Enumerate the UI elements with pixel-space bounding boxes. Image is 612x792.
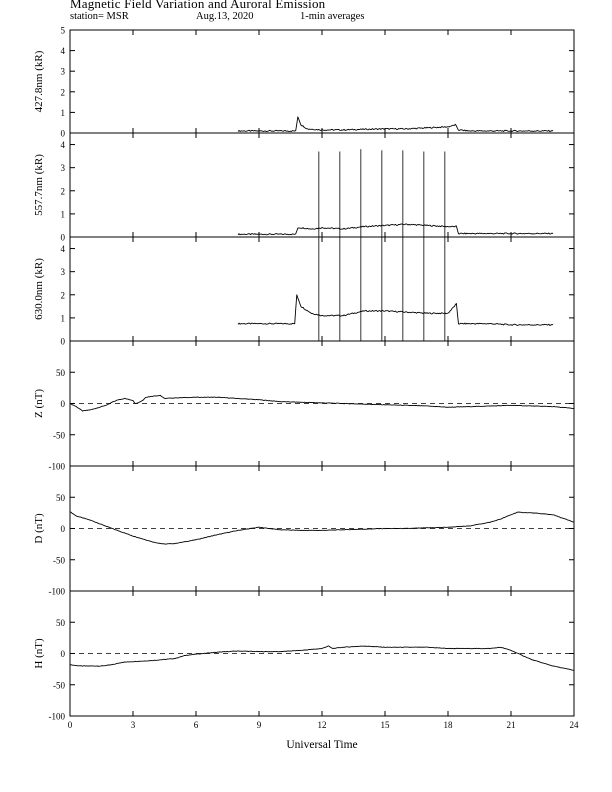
panel-magnetic-z [33, 341, 574, 472]
x-tick-label: 21 [506, 720, 516, 730]
y-tick-label: 2 [60, 290, 65, 301]
series-line [238, 224, 553, 235]
panel-emission-4278 [33, 26, 574, 139]
y-axis-label: D (nT) [33, 513, 45, 544]
figure-title: Magnetic Field Variation and Auroral Emission [70, 0, 326, 11]
y-tick-label: -50 [53, 555, 65, 566]
y-tick-label: 0 [60, 232, 65, 243]
station-label: station= MSR [70, 11, 129, 22]
x-tick-label: 12 [317, 720, 327, 730]
y-tick-label: 50 [56, 617, 65, 628]
y-tick-label: 0 [60, 336, 65, 347]
series-line [238, 117, 553, 132]
y-tick-label: 1 [60, 209, 65, 220]
y-tick-label: 4 [60, 244, 65, 255]
y-tick-label: 0 [60, 128, 65, 139]
x-tick-label: 9 [256, 720, 262, 730]
x-tick-label: 24 [569, 720, 579, 730]
y-tick-label: 0 [60, 524, 65, 534]
date-label: Aug.13, 2020 [196, 11, 254, 22]
y-tick-label: 2 [60, 186, 65, 197]
y-tick-label: 1 [60, 107, 65, 118]
panel-emission-6300 [33, 237, 574, 347]
y-tick-label: -100 [48, 711, 65, 722]
y-tick-label: 0 [60, 399, 65, 409]
x-tick-label: 3 [130, 720, 136, 730]
y-tick-label: -50 [53, 680, 65, 691]
y-axis-label: H (nT) [33, 638, 45, 669]
y-tick-label: 3 [60, 163, 65, 174]
x-tick-label: 18 [443, 720, 453, 730]
y-tick-label: -50 [53, 430, 65, 441]
y-tick-label: 2 [60, 87, 65, 98]
series-line [70, 646, 574, 671]
averaging-label: 1-min averages [300, 11, 365, 22]
y-tick-label: 3 [60, 66, 65, 77]
y-tick-label: 0 [60, 649, 65, 659]
panel-magnetic-d [33, 466, 574, 597]
y-tick-label: 5 [60, 25, 65, 36]
y-tick-label: -100 [48, 461, 65, 472]
y-axis-label: 427.8nm (kR) [33, 50, 45, 113]
y-axis-label: 630.0nm (kR) [33, 258, 45, 320]
panel-magnetic-h [33, 591, 574, 722]
y-axis-label: Z (nT) [33, 388, 45, 419]
plot-frame [70, 133, 574, 237]
y-axis-label: 557.7nm (kR) [33, 154, 45, 216]
x-tick-label: 0 [67, 720, 73, 730]
y-tick-label: 1 [60, 313, 65, 324]
series-line [70, 512, 574, 544]
series-line [238, 295, 553, 326]
plot-frame [70, 30, 574, 133]
x-tick-label: 6 [193, 720, 199, 730]
y-tick-label: 50 [56, 492, 65, 503]
y-tick-label: -100 [48, 586, 65, 597]
y-tick-label: 4 [60, 46, 65, 57]
y-tick-label: 4 [60, 140, 65, 151]
y-tick-label: 3 [60, 267, 65, 278]
x-tick-label: 15 [380, 720, 390, 730]
panel-emission-5577 [33, 133, 574, 243]
x-axis-label: Universal Time [286, 739, 358, 751]
plot-frame [70, 237, 574, 341]
y-tick-label: 50 [56, 367, 65, 378]
